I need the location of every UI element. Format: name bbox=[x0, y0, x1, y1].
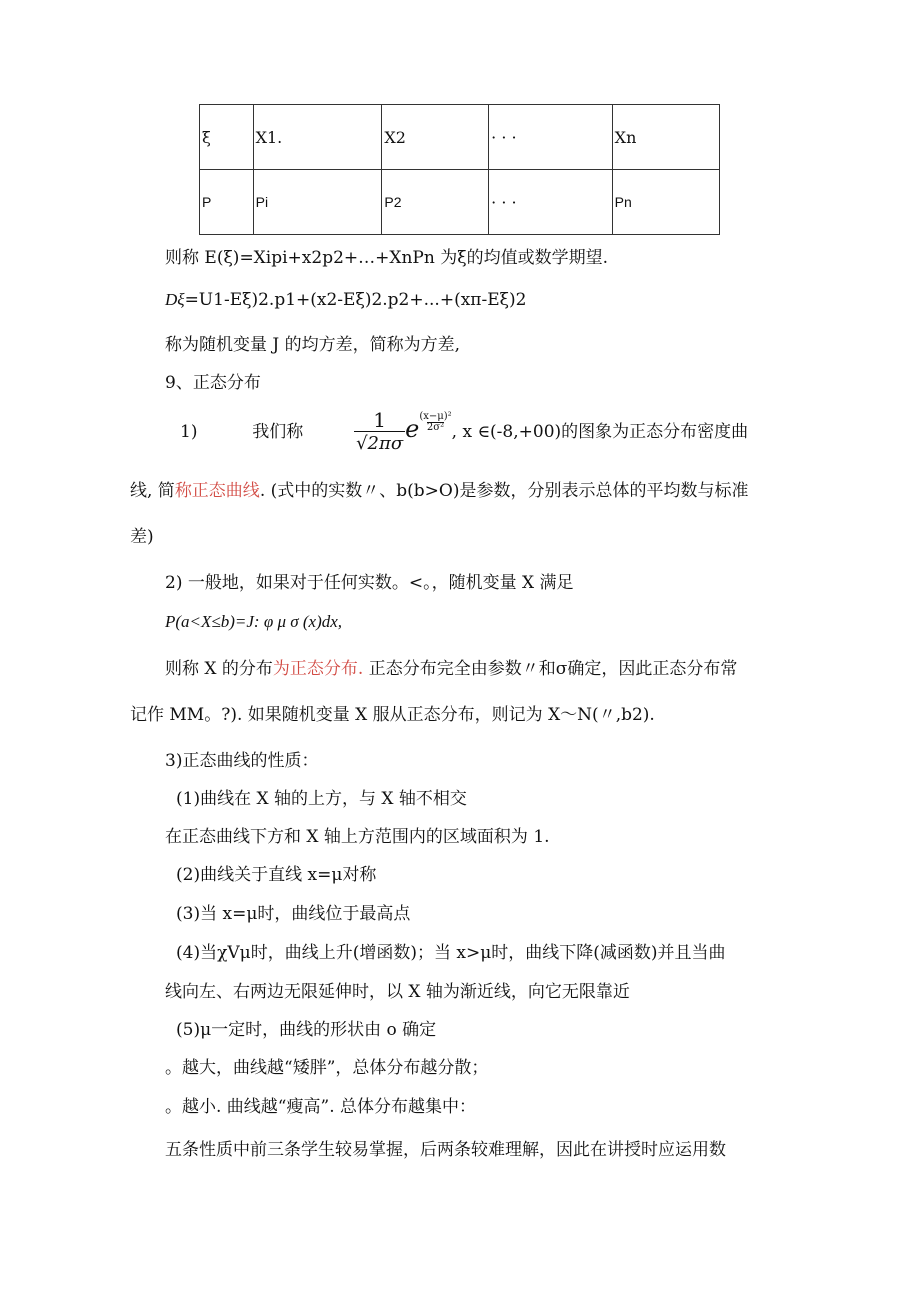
item-number: 1) bbox=[180, 422, 198, 442]
properties-heading: 3)正态曲线的性质： bbox=[165, 751, 319, 771]
pdf-continuation bbox=[130, 480, 748, 502]
table-row bbox=[200, 170, 720, 235]
property-4-continuation: 线向左、右两边无限延伸时，以 X 轴为渐近线，向它无限靠近 bbox=[165, 982, 630, 1002]
table-cell: · · · bbox=[489, 170, 613, 235]
expectation-definition: 则称 E(ξ)=Xipi+x2p2+…+XnPn 为ξ的均值或数学期望. bbox=[165, 248, 608, 268]
property-5-large: 。越大，曲线越“矮胖”，总体分布越分散； bbox=[165, 1058, 489, 1078]
pdf-fraction bbox=[354, 409, 405, 456]
table-cell: ξ bbox=[200, 105, 254, 170]
variance-lhs: Dξ bbox=[165, 290, 185, 309]
table-cell: X2 bbox=[382, 105, 489, 170]
probability-formula: P(a<X≤b)=J: φ μ σ (x)dx, bbox=[165, 612, 343, 631]
property-4: (4)当χVμ时，曲线上升(增函数)；当 x>μ时，曲线下降(减函数)并且当曲 bbox=[176, 943, 726, 963]
table-row bbox=[200, 105, 720, 170]
section-heading: 9、正态分布 bbox=[165, 373, 261, 393]
pdf-exponent bbox=[419, 412, 451, 433]
property-5: (5)μ一定时，曲线的形状由 o 确定 bbox=[176, 1020, 437, 1040]
distribution-table bbox=[199, 104, 720, 235]
table-cell: · · · bbox=[489, 105, 613, 170]
text-span: 线, 简 bbox=[130, 481, 175, 501]
pdf-domain: , x ∈(-8,+00) bbox=[451, 422, 562, 442]
property-1: (1)曲线在 X 轴的上方，与 X 轴不相交 bbox=[176, 789, 467, 809]
condition-paragraph: 2) 一般地，如果对于任何实数。<。，随机变量 X 满足 bbox=[165, 573, 574, 593]
variance-description: 称为随机变量 J 的均方差，简称为方差, bbox=[165, 335, 461, 355]
table-cell: X1. bbox=[253, 105, 382, 170]
property-3: (3)当 x=μ时，曲线位于最高点 bbox=[176, 904, 411, 924]
variance-formula bbox=[165, 289, 526, 311]
property-2: (2)曲线关于直线 x=μ对称 bbox=[176, 865, 377, 885]
teaching-note: 五条性质中前三条学生较易掌握，后两条较难理解，因此在讲授时应运用数 bbox=[165, 1140, 726, 1160]
exp-denominator: 2σ² bbox=[426, 422, 445, 433]
text-span: . (式中的实数〃、b(b>O)是参数，分别表示总体的平均数与标准 bbox=[259, 481, 749, 501]
text-span: 正态分布完全由参数〃和σ确定，因此正态分布常 bbox=[363, 659, 738, 679]
normal-definition bbox=[165, 658, 737, 680]
property-5-small: 。越小. 曲线越“瘦高”. 总体分布越集中： bbox=[165, 1097, 476, 1117]
pdf-numerator: 1 bbox=[373, 408, 386, 432]
pdf-paragraph bbox=[180, 404, 748, 457]
notation-line: 记作 MM。?). 如果随机变量 X 服从正态分布，则记为 X～N(〃,b2). bbox=[130, 705, 655, 725]
exp-numerator: (x−μ)² bbox=[419, 411, 452, 422]
table-cell: P2 bbox=[382, 170, 489, 235]
property-1-note: 在正态曲线下方和 X 轴上方范围内的区域面积为 1. bbox=[165, 827, 550, 847]
variance-rhs: =U1-Eξ)2.p1+(x2-Eξ)2.p2+...+(xπ-Eξ)2 bbox=[184, 290, 527, 310]
pdf-lead-text: 我们称 bbox=[252, 422, 304, 442]
pdf-denominator: √2πσ bbox=[356, 433, 404, 454]
table-cell: Pn bbox=[612, 170, 719, 235]
text-span: 则称 X 的分布 bbox=[165, 659, 273, 679]
highlighted-term: 为正态分布. bbox=[272, 659, 364, 679]
table-cell: Pi bbox=[253, 170, 382, 235]
table-cell: P bbox=[200, 170, 254, 235]
highlighted-term: 称正态曲线 bbox=[174, 481, 260, 501]
pdf-continuation-end: 差) bbox=[130, 527, 154, 547]
pdf-tail: 的图象为正态分布密度曲 bbox=[561, 422, 749, 442]
table-cell: Xn bbox=[612, 105, 719, 170]
pdf-e: e bbox=[405, 415, 420, 443]
